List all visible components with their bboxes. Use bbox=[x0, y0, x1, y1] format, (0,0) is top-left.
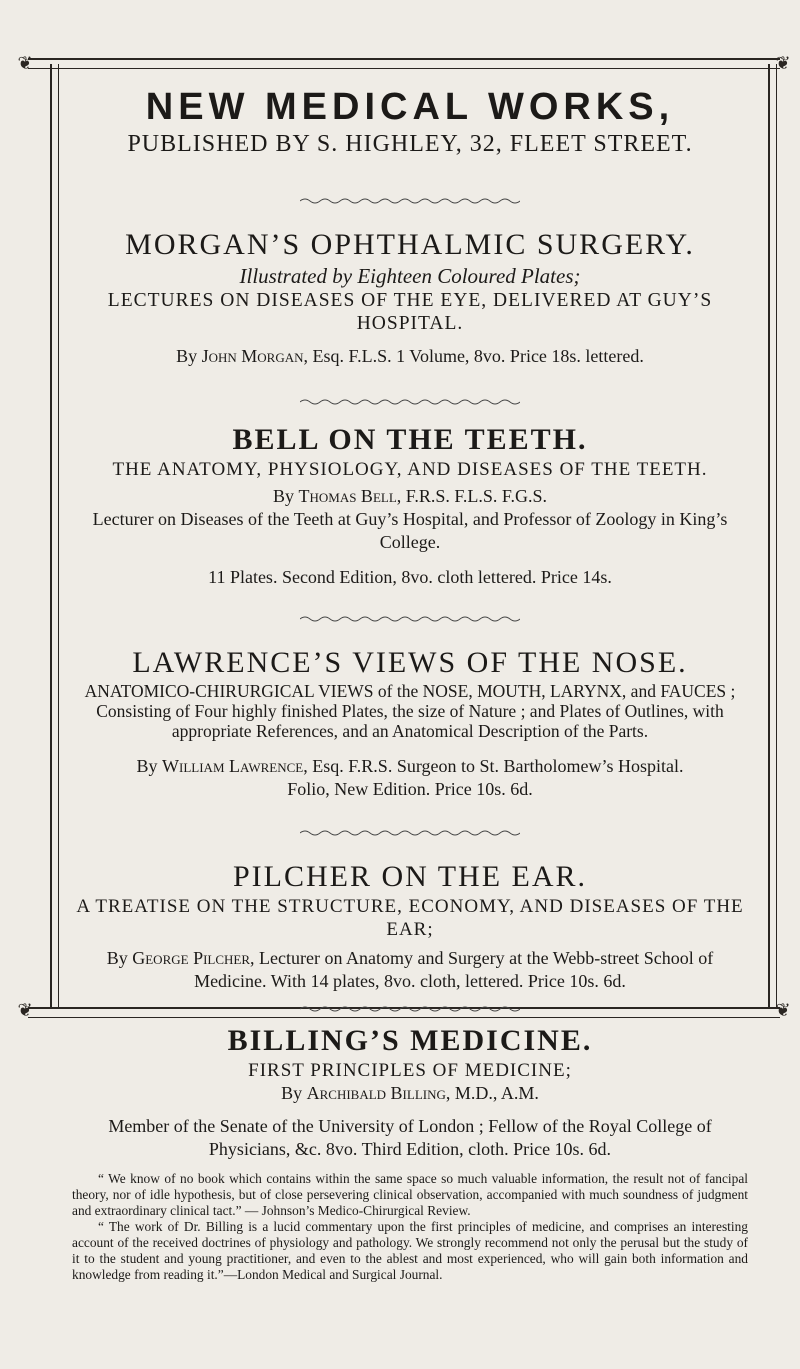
frame-left bbox=[50, 64, 59, 1008]
wavy-divider-icon bbox=[300, 615, 520, 623]
frame-top bbox=[28, 58, 780, 69]
wavy-divider-icon bbox=[300, 398, 520, 406]
page-title: NEW MEDICAL WORKS, bbox=[145, 86, 675, 128]
book-subtitle: THE ANATOMY, PHYSIOLOGY, AND DISEASES OF THE TEETH. bbox=[112, 459, 708, 480]
book-title: BELL ON THE TEETH. bbox=[232, 423, 588, 456]
book-author: By Thomas Bell, F.R.S. F.L.S. F.G.S. bbox=[272, 486, 548, 506]
book-subtitle: ANATOMICO-CHIRURGICAL VIEWS of the NOSE, MOUTH, LARYNX, and FAUCES ; Consisting of Four highly finished Plates, the size of Nature ; and Plates of Outlines, with appropriate References, and an Anatomical Description of the Parts. bbox=[84, 681, 736, 741]
corner-ornament-icon: ❦ bbox=[17, 53, 33, 73]
book-title: BILLING’S MEDICINE. bbox=[227, 1024, 593, 1057]
corner-ornament-icon: ❦ bbox=[17, 1000, 33, 1020]
review-quote: “ The work of Dr. Billing is a lucid commentary upon the first principles of medicine, and comprises an interesting account of the received doctrines of physiology and pathology. We strongly recommend not only the perusal but the study of it to the student and young practitioner, and even to the ablest and most experienced, who will gain both information and knowledge from reading it.”—London Medical and Surgical Journal. bbox=[72, 1219, 748, 1282]
corner-ornament-icon: ❦ bbox=[775, 1000, 791, 1020]
book-subtitle: LECTURES ON DISEASES OF THE EYE, DELIVERED AT GUY’S HOSPITAL. bbox=[107, 290, 713, 334]
frame-right bbox=[768, 64, 777, 1008]
book-subtitle: A TREATISE ON THE STRUCTURE, ECONOMY, AND DISEASES OF THE EAR; bbox=[76, 896, 744, 940]
review-quote: “ We know of no book which contains within the same space so much valuable information, the result not of fancipal theory, nor of idle hypothesis, but of close persevering clinical observation, accompanied with much soundness of judgment and extraordinary clinical tact.” — Johnson’s Medico-Chirurgical Review. bbox=[72, 1171, 748, 1218]
book-bell bbox=[72, 422, 748, 589]
wavy-divider-icon bbox=[300, 1005, 520, 1013]
book-author: By George Pilcher, Lecturer on Anatomy and Surgery at the Webb-street School of Medicine. With 14 plates, 8vo. cloth, lettered. Price 10s. 6d. bbox=[106, 948, 714, 991]
book-author: By William Lawrence, Esq. F.R.S. Surgeon to St. Bartholomew’s Hospital. bbox=[136, 756, 684, 776]
book-subtitle: FIRST PRINCIPLES OF MEDICINE; bbox=[248, 1060, 572, 1081]
book-details: 11 Plates. Second Edition, 8vo. cloth lettered. Price 14s. bbox=[208, 567, 612, 587]
book-pilcher bbox=[72, 859, 748, 993]
page-content bbox=[72, 85, 748, 1283]
wavy-divider-icon bbox=[300, 829, 520, 837]
book-lawrence bbox=[72, 645, 748, 801]
book-details: Folio, New Edition. Price 10s. 6d. bbox=[287, 779, 533, 799]
header bbox=[72, 85, 748, 159]
book-title: PILCHER ON THE EAR. bbox=[232, 860, 588, 893]
wavy-divider-icon bbox=[300, 197, 520, 205]
book-title: LAWRENCE’S VIEWS OF THE NOSE. bbox=[132, 646, 688, 679]
publisher-line: PUBLISHED BY S. HIGHLEY, 32, FLEET STREET. bbox=[127, 131, 693, 157]
book-description: Member of the Senate of the University of London ; Fellow of the Royal College of Physicians, &c. 8vo. Third Edition, cloth. Price 10s. 6d. bbox=[108, 1116, 712, 1159]
book-billing bbox=[72, 1023, 748, 1283]
book-description: Lecturer on Diseases of the Teeth at Guy’s Hospital, and Professor of Zoology in King’s College. bbox=[92, 509, 728, 552]
book-author: By Archibald Billing, M.D., A.M. bbox=[281, 1083, 539, 1103]
book-title: MORGAN’S OPHTHALMIC SURGERY. bbox=[125, 228, 695, 261]
book-tagline: Illustrated by Eighteen Coloured Plates; bbox=[239, 264, 581, 288]
corner-ornament-icon: ❦ bbox=[775, 53, 791, 73]
book-morgan bbox=[72, 227, 748, 368]
book-author: By John Morgan, Esq. F.L.S. 1 Volume, 8vo. Price 18s. lettered. bbox=[176, 346, 644, 366]
